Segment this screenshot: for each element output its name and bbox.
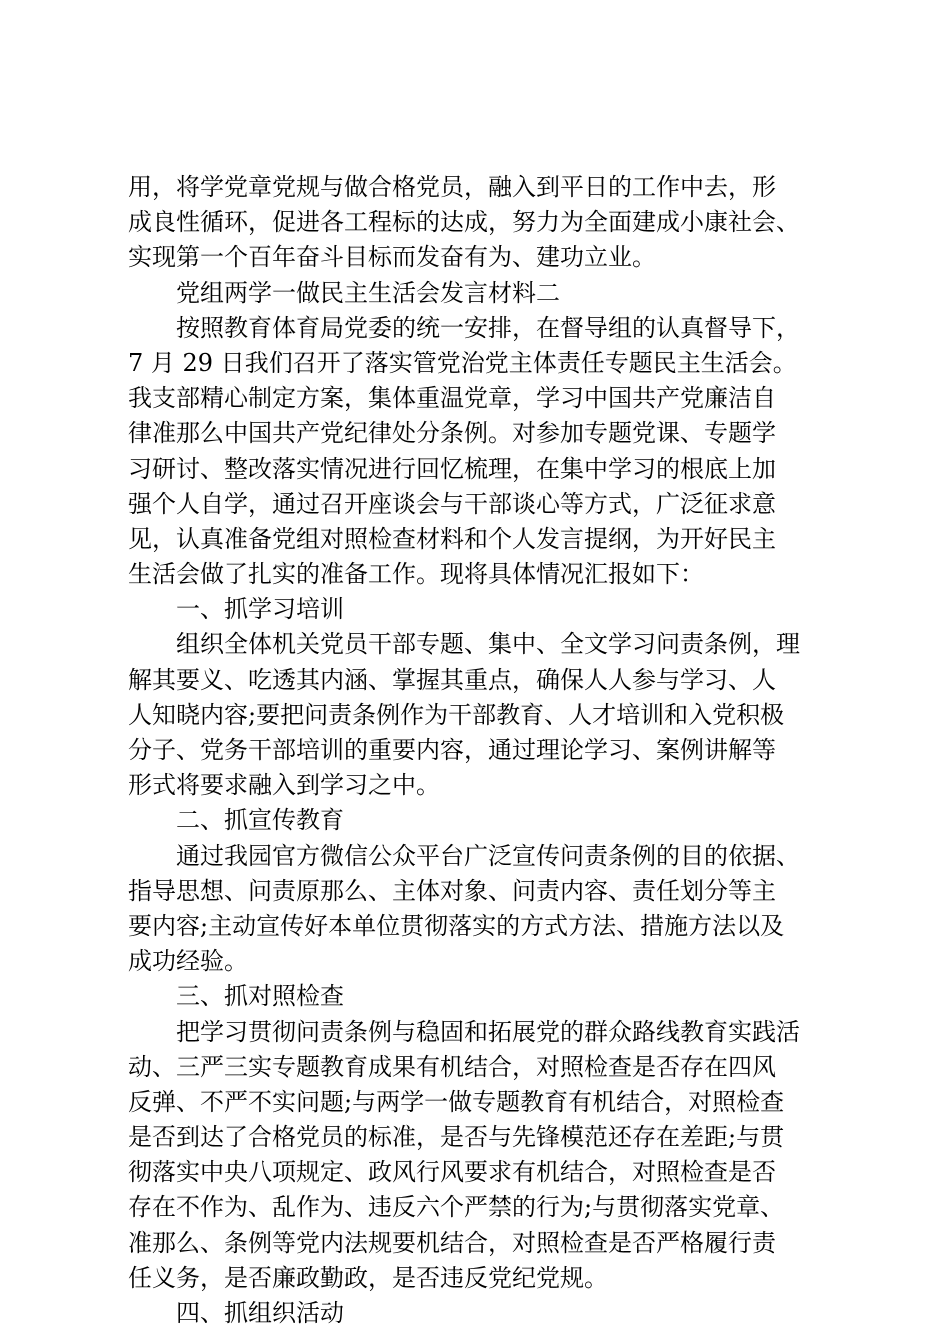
section-heading: 三、抓对照检查: [176, 982, 344, 1011]
text-line: 分子、党务干部培训的重要内容，通过理论学习、案例讲解等: [128, 736, 776, 764]
text-line: 要内容;主动宣传好本单位贯彻落实的方式方法、措施方法以及: [128, 911, 785, 940]
text-line: 指导思想、问责原那么、主体对象、问责内容、责任划分等主: [128, 876, 776, 905]
section-heading: 二、抓宣传教育: [176, 806, 344, 835]
text-line: 生活会做了扎实的准备工作。现将具体情况汇报如下：: [128, 560, 704, 589]
text-line: 我支部精心制定方案，集体重温党章，学习中国共产党廉洁自: [128, 384, 776, 413]
text-line: 见，认真准备党组对照检查材料和个人发言提纲，为开好民主: [128, 524, 776, 553]
text-line: 形式将要求融入到学习之中。: [128, 771, 440, 800]
section-heading: 一、抓学习培训: [176, 595, 344, 624]
text-line: 用，将学党章党规与做合格党员，融入到平日的工作中去，形: [128, 173, 776, 201]
text-line: 人知晓内容;要把问责条例作为干部教育、人才培训和入党积极: [128, 700, 785, 729]
text-line: 反弹、不严不实问题;与两学一做专题教育有机结合，对照检查: [128, 1087, 785, 1116]
paragraph-start: 通过我园官方微信公众平台广泛宣传问责条例的目的依据、: [176, 841, 800, 870]
text-line: 成功经验。: [128, 947, 248, 976]
text-line: 律准那么中国共产党纪律处分条例。对参加专题党课、专题学: [128, 419, 776, 448]
text-line: 动、三严三实专题教育成果有机结合，对照检查是否存在四风: [128, 1052, 776, 1081]
text-line: 实现第一个百年奋斗目标而发奋有为、建功立业。: [128, 243, 656, 272]
text-line: 任义务，是否廉政勤政，是否违反党纪党规。: [128, 1263, 608, 1292]
text-line: 成良性循环，促进各工程标的达成，努力为全面建成小康社会、: [128, 208, 800, 237]
paragraph-start: 按照教育体育局党委的统一安排，在督导组的认真督导下，: [176, 313, 800, 342]
paragraph-start: 组织全体机关党员干部专题、集中、全文学习问责条例，理: [176, 630, 800, 659]
section-heading: 四、抓组织活动: [176, 1299, 344, 1327]
text-line: 7 月 29 日我们召开了落实管党治党主体责任专题民主生活会。: [128, 348, 797, 377]
text-line: 是否到达了合格党员的标准，是否与先锋模范还存在差距;与贯: [128, 1123, 785, 1152]
text-line: 准那么、条例等党内法规要机结合，对照检查是否严格履行责: [128, 1228, 776, 1257]
text-line: 强个人自学，通过召开座谈会与干部谈心等方式，广泛征求意: [128, 489, 776, 518]
text-line: 彻落实中央八项规定、政风行风要求有机结合，对照检查是否: [128, 1158, 776, 1187]
text-line: 习研讨、整改落实情况进行回忆梳理，在集中学习的根底上加: [128, 454, 776, 483]
text-line: 存在不作为、乱作为、违反六个严禁的行为;与贯彻落实党章、: [128, 1193, 785, 1222]
paragraph-start: 把学习贯彻问责条例与稳固和拓展党的群众路线教育实践活: [176, 1017, 800, 1046]
section-title: 党组两学一做民主生活会发言材料二: [176, 278, 560, 307]
document-page: [128, 170, 838, 1331]
text-line: 解其要义、吃透其内涵、掌握其重点，确保人人参与学习、人: [128, 665, 776, 694]
